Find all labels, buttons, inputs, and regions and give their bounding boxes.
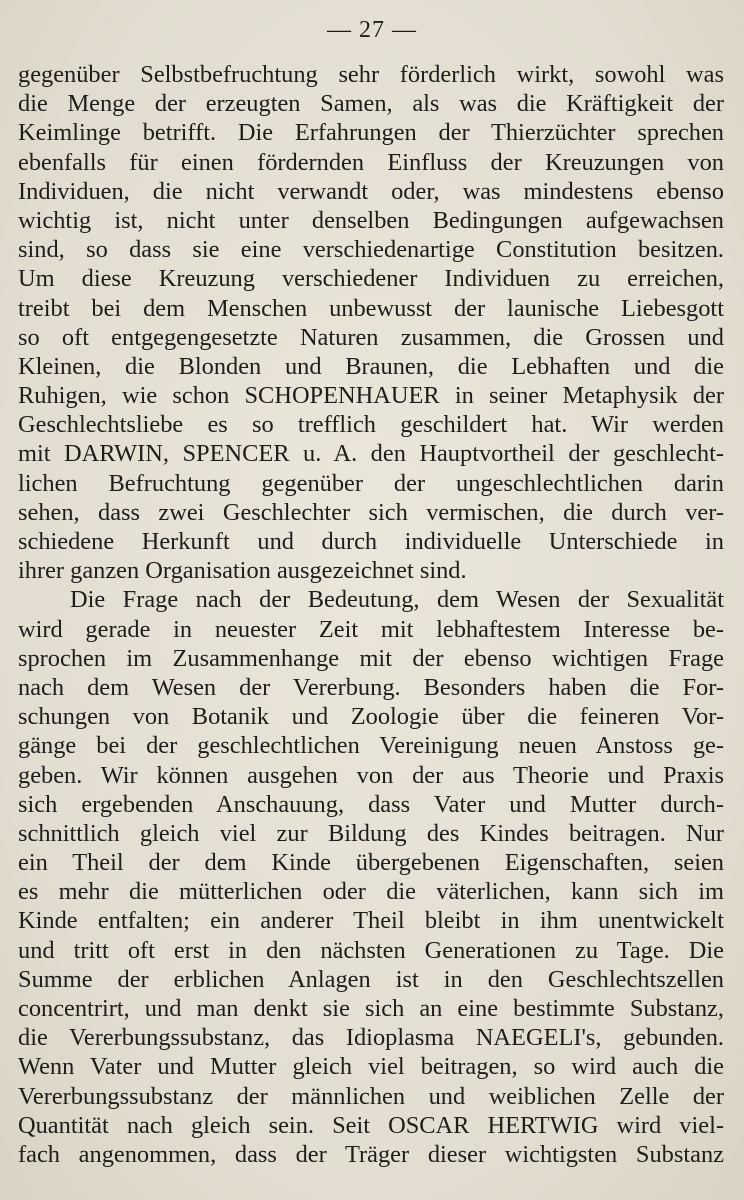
text-line: die Menge der erzeugten Samen, als was die Kräftigkeit der <box>18 90 724 118</box>
body-text <box>18 60 724 1169</box>
text-line: es mehr die mütterlichen oder die väterlichen, kann sich im <box>18 878 724 906</box>
text-line: nach dem Wesen der Vererbung. Besonders haben die For- <box>18 673 724 701</box>
paragraph-2 <box>18 585 724 1169</box>
text-line: ebenfalls für einen fördernden Einfluss der Kreuzungen von <box>18 148 724 176</box>
text-line: ein Theil der dem Kinde übergebenen Eigenschaften, seien <box>18 849 724 877</box>
text-line: Geschlechtsliebe es so trefflich geschildert hat. Wir werden <box>18 411 724 439</box>
text-line: gänge bei der geschlechtlichen Vereinigung neuen Anstoss ge- <box>18 732 724 760</box>
text-line: Die Frage nach der Bedeutung, dem Wesen der Sexualität <box>70 586 724 614</box>
text-line: wichtig ist, nicht unter denselben Bedingungen aufgewachsen <box>18 206 724 234</box>
text-line: ihrer ganzen Organisation ausgezeichnet sind. <box>18 557 467 585</box>
text-line: treibt bei dem Menschen unbewusst der launische Liebesgott <box>18 294 724 322</box>
text-line: lichen Befruchtung gegenüber der ungeschlechtlichen darin <box>18 469 724 497</box>
text-line: so oft entgegengesetzte Naturen zusammen, die Grossen und <box>18 323 724 351</box>
text-line: Kinde entfalten; ein anderer Theil bleibt in ihm unentwickelt <box>18 907 724 935</box>
text-line: gegenüber Selbstbefruchtung sehr förderlich wirkt, sowohl was <box>18 61 724 88</box>
text-line: schungen von Botanik und Zoologie über die feineren Vor- <box>18 703 724 731</box>
text-line: wird gerade in neuester Zeit mit lebhaftestem Interesse be- <box>18 615 724 643</box>
text-line: und tritt oft erst in den nächsten Generationen zu Tage. Die <box>18 936 724 964</box>
text-line: Vererbungssubstanz der männlichen und weiblichen Zelle der <box>18 1082 724 1110</box>
paragraph-1 <box>18 60 724 585</box>
text-line: fach angenommen, dass der Träger dieser wichtigsten Substanz <box>18 1140 724 1168</box>
text-line: sich ergebenden Anschauung, dass Vater und Mutter durch- <box>18 790 724 818</box>
text-line: sehen, dass zwei Geschlechter sich vermischen, die durch ver- <box>18 498 724 526</box>
text-line: schiedene Herkunft und durch individuelle Unterschiede in <box>18 528 724 555</box>
text-line: Summe der erblichen Anlagen ist in den Geschlechtszellen <box>18 965 724 993</box>
text-line: Individuen, die nicht verwandt oder, was mindestens ebenso <box>18 177 724 205</box>
text-line: Ruhigen, wie schon SCHOPENHAUER in seiner Metaphysik der <box>18 382 724 410</box>
text-line: concentrirt, und man denkt sie sich an eine bestimmte Substanz, <box>18 995 724 1022</box>
text-line: geben. Wir können ausgehen von der aus Theorie und Praxis <box>18 761 724 789</box>
text-line: sprochen im Zusammenhange mit der ebenso wichtigen Frage <box>18 644 724 672</box>
text-line: sind, so dass sie eine verschiedenartige Constitution besitzen. <box>18 236 724 264</box>
text-line: Um diese Kreuzung verschiedener Individuen zu erreichen, <box>18 265 724 293</box>
text-line: Kleinen, die Blonden und Braunen, die Lebhaften und die <box>18 352 724 380</box>
text-line: schnittlich gleich viel zur Bildung des Kindes beitragen. Nur <box>18 819 724 847</box>
page-number: — 27 — <box>327 17 417 43</box>
text-line: die Vererbungssubstanz, das Idioplasma NAEGELI's, gebunden. <box>18 1024 724 1052</box>
text-line: Keimlinge betrifft. Die Erfahrungen der Thierzüchter sprechen <box>18 119 724 147</box>
text-line: Wenn Vater und Mutter gleich viel beitragen, so wird auch die <box>18 1053 724 1081</box>
text-line: mit DARWIN, SPENCER u. A. den Hauptvortheil der geschlecht- <box>18 440 724 468</box>
text-line: Quantität nach gleich sein. Seit OSCAR HERTWIG wird viel- <box>18 1111 724 1139</box>
